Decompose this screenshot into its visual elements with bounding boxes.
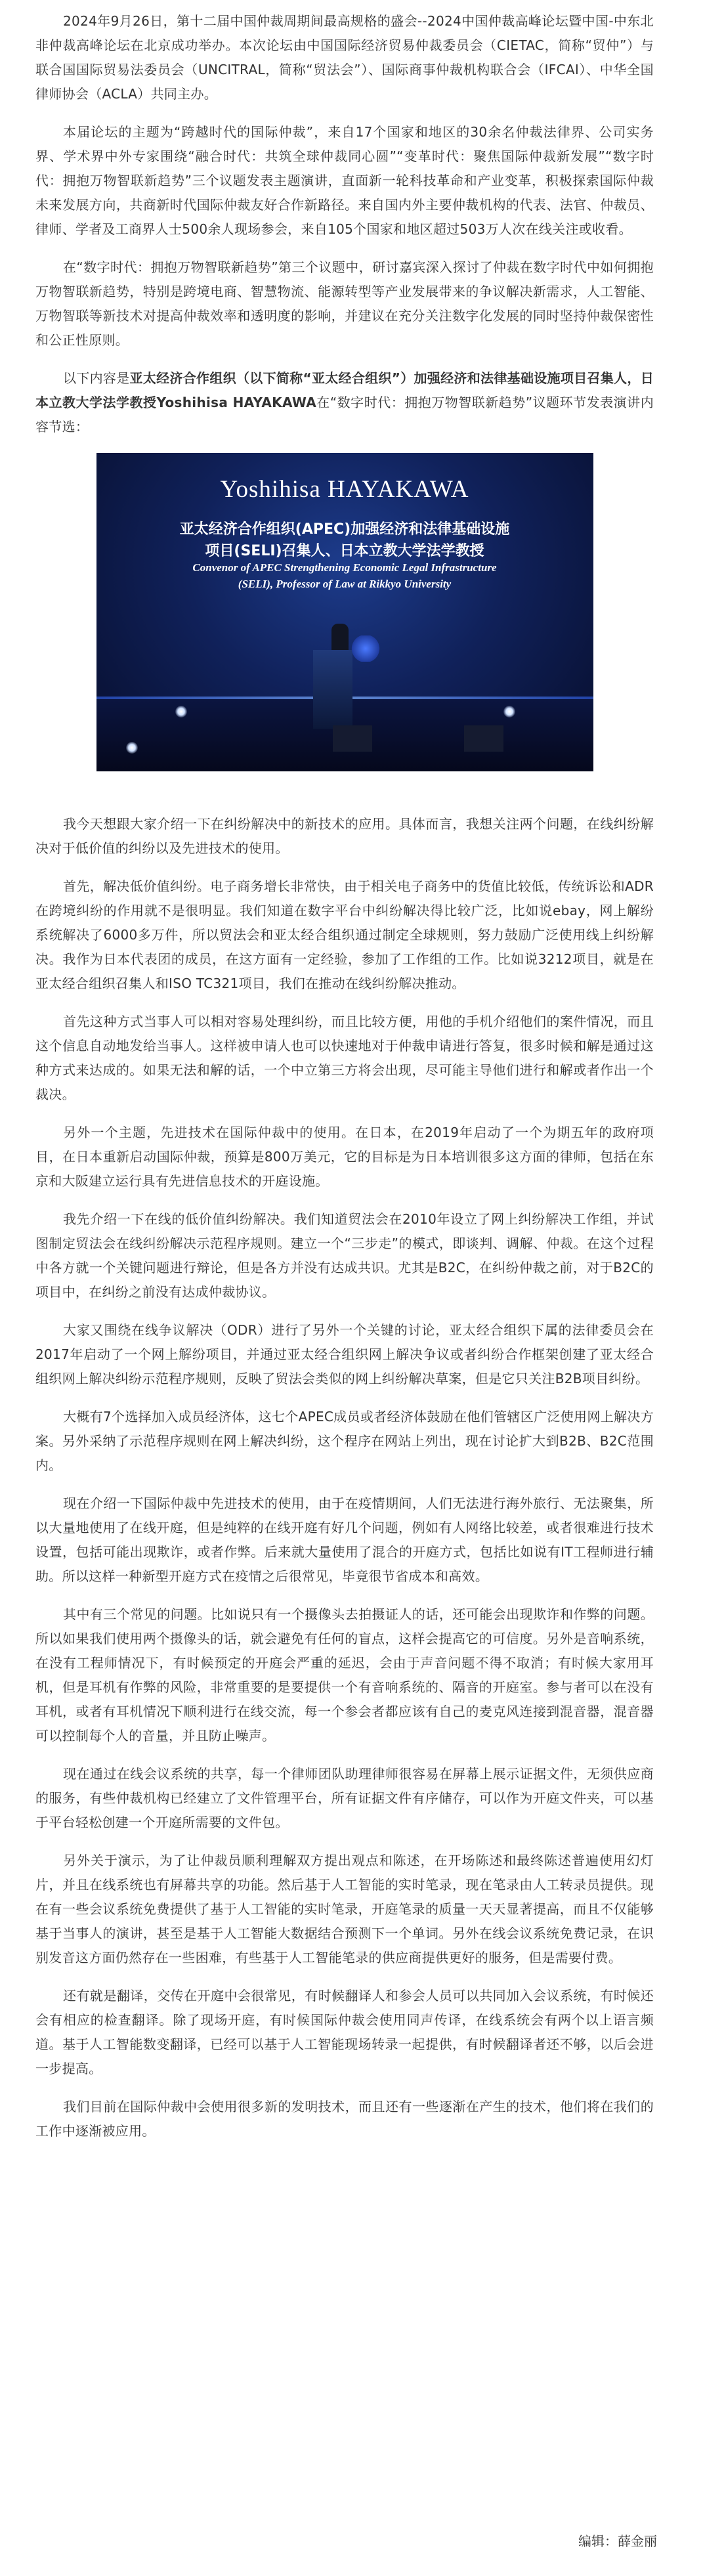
paragraph-11: 大概有7个选择加入成员经济体，这七个APEC成员或者经济体鼓励在他们管辖区广泛使用网上解决方案。另外采纳了示范程序规则在网上解决纠纷，这个程序在网站上列出，现在讨论扩大到B2B、B2C范围内。 — [35, 1409, 654, 1473]
stage-light — [126, 742, 138, 754]
paragraph-12: 现在介绍一下国际仲裁中先进技术的使用，由于在疫情期间，人们无法进行海外旅行、无法聚集，所以大量地使用了在线开庭，但是纯粹的在线开庭有好几个问题，例如有人网络比较差，或者很难进行技术设置，包括可能出现欺诈，或者作弊。后来就大量使用了混合的开庭方式，包括比如说有IT工程师进行辅助。所以这样一种新型开庭方式在疫情之后很常见，毕竟很节省成本和高效。 — [35, 1495, 654, 1584]
paragraph-3: 在“数字时代：拥抱万物智联新趋势”第三个议题中，研讨嘉宾深入探讨了仲裁在数字时代中如何拥抱万物智联新趋势，特别是跨境电商、智慧物流、能源转型等产业发展带来的争议解决新需求，人工智能、万物智联等新技术对提高仲裁效率和透明度的影响，并建议在充分关注数字化发展的同时坚持仲裁保密性和公正性原则。 — [35, 259, 654, 348]
intro-suffix: 在“数字时代：拥抱万物智联新趋势”议题环节发表演讲内容节选： — [35, 395, 654, 435]
paragraph-17: 我们目前在国际仲裁中会使用很多新的发明技术，而且还有一些逐渐在产生的技术，他们将在我们的工作中逐渐被应用。 — [35, 2099, 654, 2139]
paragraph-5: 我今天想跟大家介绍一下在纠纷解决中的新技术的应用。具体而言，我想关注两个问题，在线纠纷解决对于低价值的纠纷以及先进技术的使用。 — [35, 816, 654, 856]
stage-light — [175, 706, 187, 718]
photo-caption-cn-1: 亚太经济合作组织(APEC)加强经济和法律基础设施 — [179, 521, 510, 538]
photo-speaker-name: Yoshihisa HAYAKAWA — [220, 476, 469, 503]
stage-light — [503, 706, 515, 718]
paragraph-7: 首先这种方式当事人可以相对容易处理纠纷，而且比较方便，用他的手机介绍他们的案件情况，而且这个信息自动地发给当事人。这样被申请人也可以快速地对于仲裁申请进行答复，很多时候和解是通过这种方式来达成的。如果无法和解的话，一个中立第三方将会出现，尽可能主导他们进行和解或者作出一个裁决。 — [35, 1014, 654, 1102]
stage-monitor — [333, 725, 372, 752]
intro-speaker-name: 亚太经济合作组织（以下简称“亚太经合组织”）加强经济和法律基础设施项目召集人，日本立教大学法学教授Yoshihisa HAYAKAWA — [35, 370, 654, 410]
podium — [313, 650, 352, 729]
stage-monitor — [464, 725, 503, 752]
paragraph-10: 大家又围绕在线争议解决（ODR）进行了另外一个关键的讨论，亚太经合组织下属的法律委员会在2017年启动了一个网上解纷项目，并通过亚太经合组织网上解决争议或者纠纷合作框架创建了亚太经合组织网上解决纠纷示范程序规则，反映了贸法会类似的网上纠纷解决草案，但是它只关注B2B项目纠纷。 — [35, 1322, 654, 1386]
paragraph-14: 现在通过在线会议系统的共享，每一个律师团队助理律师很容易在屏幕上展示证据文件，无须供应商的服务，有些仲裁机构已经建立了文件管理平台，所有证据文件有序储存，可以作为开庭文件夹，可以基于平台轻松创建一个开庭所需要的文件包。 — [35, 1766, 654, 1830]
photo-caption-en-2: (SELI), Professor of Law at Rikkyo University — [238, 578, 452, 590]
paragraph-8: 另外一个主题，先进技术在国际仲裁中的使用。在日本，在2019年启动了一个为期五年的政府项目，在日本重新启动国际仲裁，预算是800万美元，它的目标是为日本培训很多这方面的律师，包括在东京和大阪建立运行具有先进信息技术的开庭设施。 — [35, 1125, 654, 1189]
flower-arrangement — [351, 635, 380, 662]
photo-caption-en-1: Convenor of APEC Strengthening Economic Legal Infrastructure — [192, 561, 497, 574]
paragraph-2: 本届论坛的主题为“跨越时代的国际仲裁”，来自17个国家和地区的30余名仲裁法律界、公司实务界、学术界中外专家围绕“融合时代：共筑全球仲裁同心圆”“变革时代：聚焦国际仲裁新发展”“数字时代：拥抱万物智联新趋势”三个议题发表主题演讲，直面新一轮科技革命和产业变革，积极探索国际仲裁未来发展方向，共商新时代国际仲裁友好合作新路径。来自国内外主要仲裁机构的代表、法官、仲裁员、律师、学者及工商界人士500余人现场参会，来自105个国家和地区超过503万人次在线关注或收看。 — [35, 124, 654, 237]
intro-prefix: 以下内容是 — [63, 370, 130, 386]
paragraph-1: 2024年9月26日，第十二届中国仲裁周期间最高规格的盛会--2024中国仲裁高峰论坛暨中国-中东北非仲裁高峰论坛在北京成功举办。本次论坛由中国国际经济贸易仲裁委员会（CIETAC，简称“贸仲”）与联合国国际贸易法委员会（UNCITRAL，简称“贸法会”）、国际商事仲裁机构联合会（IFCAI）、中华全国律师协会（ACLA）共同主办。 — [35, 13, 654, 102]
speaker-intro — [35, 366, 654, 439]
photo-caption-cn-2: 项目(SELI)召集人、日本立教大学法学教授 — [205, 543, 484, 559]
paragraph-13: 其中有三个常见的问题。比如说只有一个摄像头去拍摄证人的话，还可能会出现欺诈和作弊的问题。所以如果我们使用两个摄像头的话，就会避免有任何的盲点，这样会提高它的可信度。另外是音响系统，在没有工程师情况下，有时候预定的开庭会严重的延迟，会由于声音问题不得不取消；有时候大家用耳机，但是耳机有作弊的风险，非常重要的是要提供一个有音响系统的、隔音的开庭室。参与者可以在没有耳机，或者有耳机情况下顺利进行在线交流，每一个参会者都应该有自己的麦克风连接到混音器，混音器可以控制每个人的音量，并且防止噪声。 — [35, 1606, 654, 1744]
paragraph-16: 还有就是翻译，交传在开庭中会很常见，有时候翻译人和参会人员可以共同加入会议系统，有时候还会有相应的检查翻译。除了现场开庭，有时候国际仲裁会使用同声传译，在线系统会有两个以上语言频道。基于人工智能数变翻译，已经可以基于人工智能现场转录一起提供，有时候翻译者还不够，以后会进一步提高。 — [35, 1988, 654, 2076]
paragraph-9: 我先介绍一下在线的低价值纠纷解决。我们知道贸法会在2010年设立了网上纠纷解决工作组，并试图制定贸法会在线纠纷解决示范程序规则。建立一个“三步走”的模式，即谈判、调解、仲裁。在这个过程中各方就一个关键问题进行辩论，但是各方并没有达成共识。尤其是B2C，在纠纷仲裁之前，对于B2C的项目中，在纠纷之前没有达成仲裁协议。 — [35, 1211, 654, 1300]
editor-credit: 编辑：薛金丽 — [578, 2533, 657, 2549]
speaker-photo — [96, 453, 593, 771]
paragraph-6: 首先，解决低价值纠纷。电子商务增长非常快，由于相关电子商务中的货值比较低，传统诉讼和ADR在跨境纠纷的作用就不是很明显。我们知道在数字平台中纠纷解决得比较广泛，比如说ebay，网上解纷系统解决了6000多万件，所以贸法会和亚太经合组织通过制定全球规则，努力鼓励广泛使用线上纠纷解决。我作为日本代表团的成员，在这方面有一定经验，参加了工作组的工作。比如说3212项目，就是在亚太经合组织召集人和ISO TC321项目，我们在推动在线纠纷解决推动。 — [35, 878, 654, 991]
paragraph-15: 另外关于演示，为了让仲裁员顺利理解双方提出观点和陈述，在开场陈述和最终陈述普遍使用幻灯片，并且在线系统也有屏幕共享的功能。然后基于人工智能的实时笔录，现在笔录由人工转录员提供。现在有一些会议系统免费提供了基于人工智能的实时笔录，开庭笔录的质量一天天显著提高，而且不仅能够基于当事人的演讲，甚至是基于人工智能大数据结合预测下一个单词。另外在线会议系统免费记录，在识别发音这方面仍然存在一些困难，有些基于人工智能笔录的供应商提供更好的服务，但是需要付费。 — [35, 1853, 654, 1965]
